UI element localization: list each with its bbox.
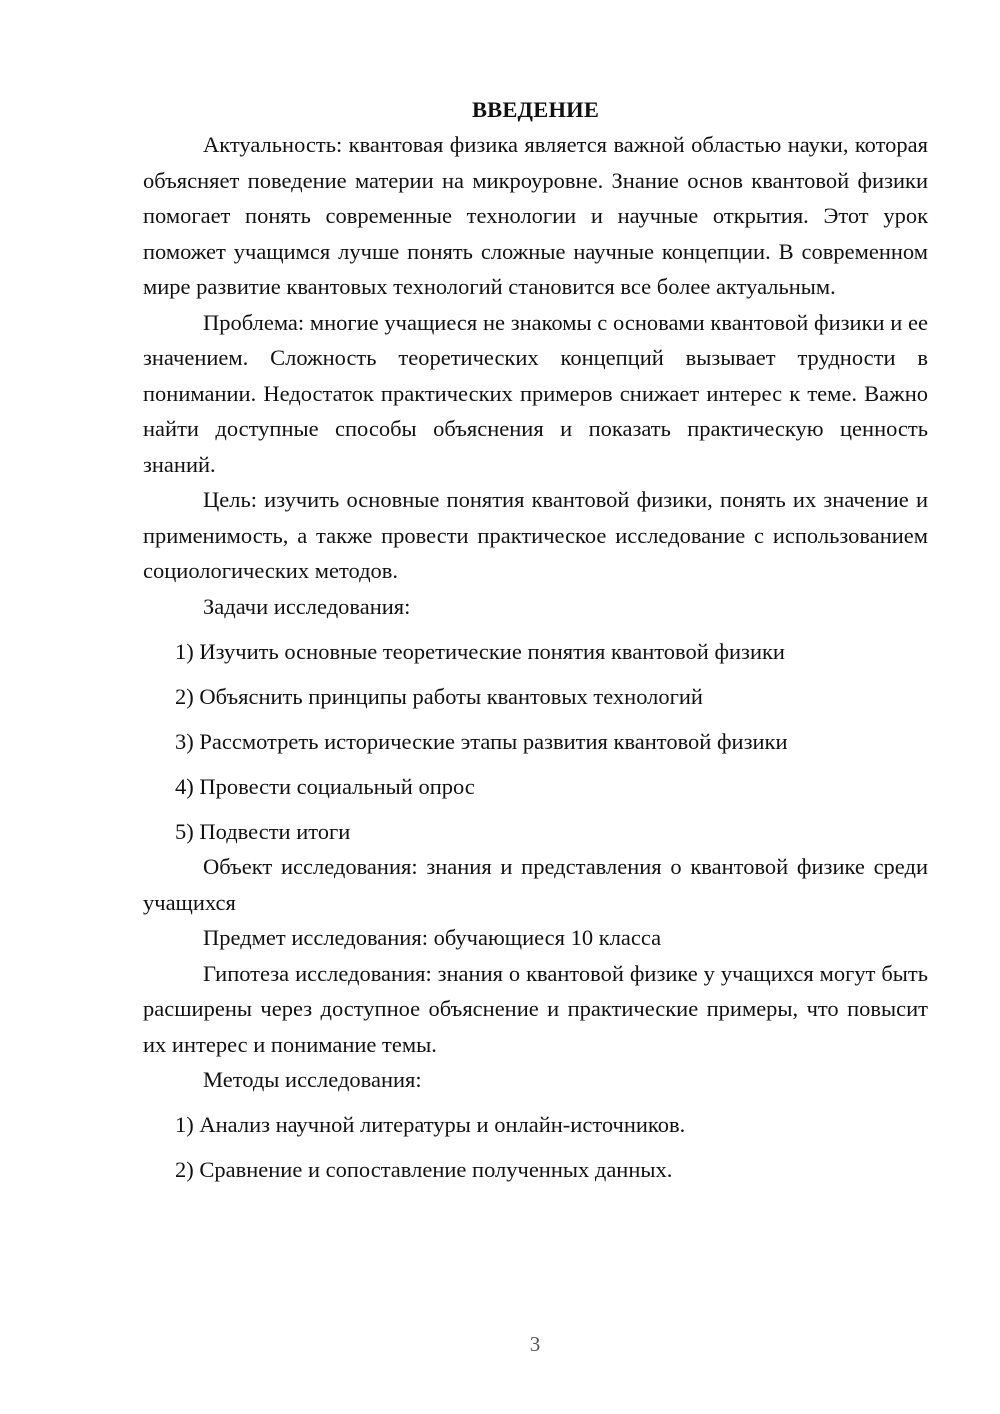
section-title: ВВЕДЕНИЕ xyxy=(471,97,600,122)
list-item: 2) Сравнение и сопоставление полученных данных. xyxy=(175,1157,673,1182)
list-item: 4) Провести социальный опрос xyxy=(175,773,475,799)
tasks-label: Задачи исследования: xyxy=(203,593,411,619)
object-paragraph: Объект исследования: знания и представления о квантовой физике среди учащихся xyxy=(143,854,928,915)
problem-paragraph: Проблема: многие учащиеся не знакомы с основами квантовой физики и ее значением. Сложность теоретических концепций вызывает трудности в понимании. Недостаток практических примеров снижает интерес к теме. Важно найти доступные способы объяснения и показать практическую ценность знаний. xyxy=(143,309,928,477)
methods-label: Методы исследования: xyxy=(203,1067,422,1092)
subject-paragraph: Предмет исследования: обучающиеся 10 класса xyxy=(203,925,662,950)
tasks-list xyxy=(143,634,928,850)
page-content xyxy=(143,92,928,1188)
goal-paragraph: Цель: изучить основные понятия квантовой физики, понять их значение и применимость, а также провести практическое исследование с использованием социологических методов. xyxy=(143,487,928,583)
list-item: 1) Анализ научной литературы и онлайн-источников. xyxy=(175,1112,686,1137)
list-item: 3) Рассмотреть исторические этапы развития квантовой физики xyxy=(175,728,788,754)
list-item: 5) Подвести итоги xyxy=(175,818,351,844)
methods-list xyxy=(143,1107,928,1188)
list-item: 1) Изучить основные теоретические понятия квантовой физики xyxy=(175,638,785,664)
relevance-paragraph: Актуальность: квантовая физика является важной областью науки, которая объясняет поведение материи на микроуровне. Знание основ квантовой физики помогает понять современные технологии и научные открытия. Этот урок поможет учащимся лучше понять сложные научные концепции. В современном мире развитие квантовых технологий становится все более актуальным. xyxy=(143,132,928,299)
list-item: 2) Объяснить принципы работы квантовых технологий xyxy=(175,683,703,709)
page-number: 3 xyxy=(529,1332,541,1356)
hypothesis-paragraph: Гипотеза исследования: знания о квантовой физике у учащихся могут быть расширены через доступное объяснение и практические примеры, что повысит их интерес и понимание темы. xyxy=(143,960,928,1057)
